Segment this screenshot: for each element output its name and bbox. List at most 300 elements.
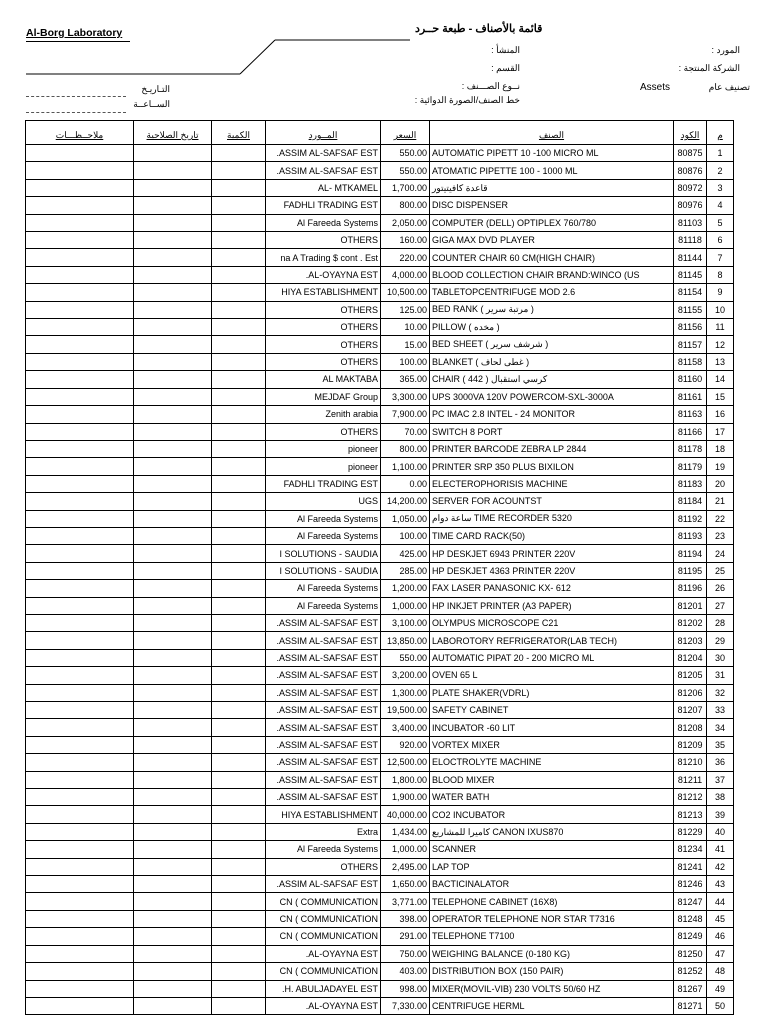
price-cell: 125.00 [381, 301, 430, 318]
item-cell: TELEPHONE CABINET (16X8) [430, 893, 674, 910]
supplier-cell: Extra [266, 823, 381, 840]
row-number-cell: 30 [707, 649, 734, 666]
notes-cell [26, 963, 134, 980]
code-cell: 81204 [674, 649, 707, 666]
qty-cell [212, 649, 266, 666]
row-number-cell: 33 [707, 702, 734, 719]
expiry-cell [134, 702, 212, 719]
row-number-cell: 6 [707, 232, 734, 249]
code-cell: 81160 [674, 371, 707, 388]
row-number-cell: 11 [707, 319, 734, 336]
code-cell: 81163 [674, 406, 707, 423]
supplier-cell: na A Trading $ cont . Est [266, 249, 381, 266]
item-cell: SWITCH 8 PORT [430, 423, 674, 440]
item-cell: ELECTEROPHORISIS MACHINE [430, 475, 674, 492]
notes-cell [26, 179, 134, 196]
qty-cell [212, 910, 266, 927]
notes-cell [26, 876, 134, 893]
row-number-cell: 1 [707, 145, 734, 162]
supplier-cell: Al Fareeda Systems [266, 527, 381, 544]
item-cell: UPS 3000VA 120V POWERCOM-SXL-3000A [430, 388, 674, 405]
supplier-cell: CN ( COMMUNICATION [266, 963, 381, 980]
expiry-cell [134, 458, 212, 475]
supplier-cell: OTHERS [266, 232, 381, 249]
qty-cell [212, 562, 266, 579]
code-cell: 81194 [674, 545, 707, 562]
item-cell: CHAIR ( 442 ) كرسي استقبال [430, 371, 674, 388]
qty-cell [212, 545, 266, 562]
table-row [26, 458, 734, 475]
item-cell: ATOMATIC PIPETTE 100 - 1000 ML [430, 162, 674, 179]
code-cell: 81161 [674, 388, 707, 405]
expiry-cell [134, 789, 212, 806]
expiry-cell [134, 301, 212, 318]
supplier-cell: MEJDAF Group [266, 388, 381, 405]
row-number-cell: 27 [707, 597, 734, 614]
price-cell: 13,850.00 [381, 632, 430, 649]
item-cell: WATER BATH [430, 789, 674, 806]
row-number-cell: 22 [707, 510, 734, 527]
row-number-cell: 14 [707, 371, 734, 388]
code-cell: 81213 [674, 806, 707, 823]
code-cell: 81179 [674, 458, 707, 475]
notes-cell [26, 771, 134, 788]
notes-cell [26, 197, 134, 214]
table-row [26, 197, 734, 214]
supplier-cell: ASSIM AL-SAFSAF EST. [266, 771, 381, 788]
row-number-cell: 38 [707, 789, 734, 806]
supplier-cell: AL-OYAYNA EST. [266, 997, 381, 1014]
notes-cell [26, 632, 134, 649]
qty-cell [212, 179, 266, 196]
price-cell: 0.00 [381, 475, 430, 492]
lab-name: Al-Borg Laboratory [26, 27, 123, 39]
qty-cell [212, 963, 266, 980]
table-row [26, 736, 734, 753]
row-number-cell: 32 [707, 684, 734, 701]
price-cell: 403.00 [381, 963, 430, 980]
notes-cell [26, 475, 134, 492]
item-cell: INCUBATOR -60 LIT [430, 719, 674, 736]
price-cell: 750.00 [381, 945, 430, 962]
row-number-cell: 40 [707, 823, 734, 840]
price-cell: 3,300.00 [381, 388, 430, 405]
code-cell: 81158 [674, 353, 707, 370]
item-cell: TABLETOPCENTRIFUGE MOD 2.6 [430, 284, 674, 301]
code-cell: 81184 [674, 493, 707, 510]
item-cell: HP DESKJET 4363 PRINTER 220V [430, 562, 674, 579]
code-cell: 81234 [674, 841, 707, 858]
supplier-cell: OTHERS [266, 858, 381, 875]
row-number-cell: 7 [707, 249, 734, 266]
row-number-cell: 3 [707, 179, 734, 196]
expiry-cell [134, 527, 212, 544]
supplier-cell: CN ( COMMUNICATION [266, 928, 381, 945]
expiry-cell [134, 232, 212, 249]
row-number-cell: 18 [707, 440, 734, 457]
price-cell: 220.00 [381, 249, 430, 266]
qty-cell [212, 997, 266, 1014]
code-cell: 80972 [674, 179, 707, 196]
qty-cell [212, 771, 266, 788]
qty-cell [212, 945, 266, 962]
table-row [26, 841, 734, 858]
qty-cell [212, 667, 266, 684]
supplier-cell: ASSIM AL-SAFSAF EST. [266, 162, 381, 179]
notes-cell [26, 754, 134, 771]
supplier-cell: OTHERS [266, 336, 381, 353]
expiry-cell [134, 736, 212, 753]
date-label: التـاريـخ [141, 84, 170, 94]
table-row [26, 614, 734, 631]
item-cell: SERVER FOR ACOUNTST [430, 493, 674, 510]
col-item-header: الصنف [430, 121, 674, 145]
table-row [26, 353, 734, 370]
notes-cell [26, 789, 134, 806]
expiry-cell [134, 266, 212, 283]
expiry-cell [134, 197, 212, 214]
expiry-cell [134, 440, 212, 457]
code-cell: 81178 [674, 440, 707, 457]
supplier-cell: ASSIM AL-SAFSAF EST. [266, 702, 381, 719]
price-cell: 1,100.00 [381, 458, 430, 475]
table-row [26, 562, 734, 579]
expiry-cell [134, 632, 212, 649]
expiry-cell [134, 719, 212, 736]
qty-cell [212, 928, 266, 945]
price-cell: 1,900.00 [381, 789, 430, 806]
row-number-cell: 21 [707, 493, 734, 510]
item-type-label: نــوع الصـــنف : [461, 81, 520, 91]
expiry-cell [134, 614, 212, 631]
item-cell: BLANKET ( غطى لحاف ) [430, 353, 674, 370]
code-cell: 81209 [674, 736, 707, 753]
price-cell: 19,500.00 [381, 702, 430, 719]
notes-cell [26, 336, 134, 353]
price-cell: 800.00 [381, 197, 430, 214]
code-cell: 81157 [674, 336, 707, 353]
expiry-cell [134, 667, 212, 684]
qty-cell [212, 684, 266, 701]
notes-cell [26, 214, 134, 231]
item-cell: DISC DISPENSER [430, 197, 674, 214]
code-cell: 81210 [674, 754, 707, 771]
notes-cell [26, 406, 134, 423]
qty-cell [212, 232, 266, 249]
item-cell: SAFETY CABINET [430, 702, 674, 719]
expiry-cell [134, 684, 212, 701]
supplier-cell: ASSIM AL-SAFSAF EST. [266, 876, 381, 893]
expiry-cell [134, 145, 212, 162]
code-cell: 81155 [674, 301, 707, 318]
row-number-cell: 8 [707, 266, 734, 283]
expiry-cell [134, 493, 212, 510]
expiry-cell [134, 997, 212, 1014]
notes-cell [26, 667, 134, 684]
table-row [26, 632, 734, 649]
item-line-label: خط الصنف/الصورة الدوائية : [414, 95, 520, 105]
code-cell: 81195 [674, 562, 707, 579]
notes-cell [26, 649, 134, 666]
qty-cell [212, 406, 266, 423]
time-label: الســاعــة [133, 99, 170, 109]
item-cell: DISTRIBUTION BOX (150 PAIR) [430, 963, 674, 980]
row-number-cell: 34 [707, 719, 734, 736]
supplier-cell: CN ( COMMUNICATION [266, 893, 381, 910]
item-cell: ELOCTROLYTE MACHINE [430, 754, 674, 771]
notes-cell [26, 858, 134, 875]
code-cell: 81271 [674, 997, 707, 1014]
table-row [26, 667, 734, 684]
row-number-cell: 36 [707, 754, 734, 771]
manufacturer-label: الشركة المنتجة : [678, 63, 740, 73]
table-row [26, 910, 734, 927]
price-cell: 3,200.00 [381, 667, 430, 684]
table-row [26, 406, 734, 423]
item-cell: LABOROTORY REFRIGERATOR(LAB TECH) [430, 632, 674, 649]
qty-cell [212, 876, 266, 893]
qty-cell [212, 284, 266, 301]
table-row [26, 980, 734, 997]
qty-cell [212, 301, 266, 318]
table-row [26, 475, 734, 492]
item-cell: PLATE SHAKER(VDRL) [430, 684, 674, 701]
price-cell: 1,434.00 [381, 823, 430, 840]
qty-cell [212, 858, 266, 875]
table-row [26, 232, 734, 249]
qty-cell [212, 841, 266, 858]
notes-cell [26, 928, 134, 945]
expiry-cell [134, 580, 212, 597]
table-row [26, 771, 734, 788]
price-cell: 12,500.00 [381, 754, 430, 771]
qty-cell [212, 614, 266, 631]
item-cell: PILLOW ( مخده ) [430, 319, 674, 336]
item-cell: OVEN 65 L [430, 667, 674, 684]
notes-cell [26, 823, 134, 840]
table-row [26, 963, 734, 980]
qty-cell [212, 980, 266, 997]
qty-cell [212, 145, 266, 162]
item-cell: BED SHEET ( شرشف سرير ) [430, 336, 674, 353]
row-number-cell: 10 [707, 301, 734, 318]
expiry-cell [134, 562, 212, 579]
col-notes-header: ملاحــظـــات [26, 121, 134, 145]
notes-cell [26, 910, 134, 927]
notes-cell [26, 719, 134, 736]
supplier-cell: UGS [266, 493, 381, 510]
table-row [26, 719, 734, 736]
notes-cell [26, 597, 134, 614]
price-cell: 2,050.00 [381, 214, 430, 231]
qty-cell [212, 719, 266, 736]
table-row [26, 806, 734, 823]
supplier-cell: I SOLUTIONS - SAUDIA [266, 545, 381, 562]
notes-cell [26, 562, 134, 579]
expiry-cell [134, 336, 212, 353]
table-row [26, 527, 734, 544]
notes-cell [26, 580, 134, 597]
row-number-cell: 45 [707, 910, 734, 927]
supplier-cell: Al Fareeda Systems [266, 510, 381, 527]
item-cell: PRINTER SRP 350 PLUS BIXILON [430, 458, 674, 475]
notes-cell [26, 736, 134, 753]
origin-label: المنشأ : [491, 45, 520, 55]
row-number-cell: 15 [707, 388, 734, 405]
qty-cell [212, 580, 266, 597]
notes-cell [26, 232, 134, 249]
supplier-cell: ASSIM AL-SAFSAF EST. [266, 632, 381, 649]
time-line [26, 112, 126, 113]
item-cell: HP INKJET PRINTER (A3 PAPER) [430, 597, 674, 614]
notes-cell [26, 684, 134, 701]
supplier-cell: ASSIM AL-SAFSAF EST. [266, 614, 381, 631]
qty-cell [212, 423, 266, 440]
price-cell: 3,771.00 [381, 893, 430, 910]
price-cell: 398.00 [381, 910, 430, 927]
row-number-cell: 2 [707, 162, 734, 179]
price-cell: 4,000.00 [381, 266, 430, 283]
supplier-cell: AL-OYAYNA EST. [266, 945, 381, 962]
expiry-cell [134, 162, 212, 179]
table-row [26, 493, 734, 510]
expiry-cell [134, 910, 212, 927]
price-cell: 7,900.00 [381, 406, 430, 423]
supplier-cell: ASSIM AL-SAFSAF EST. [266, 684, 381, 701]
code-cell: 81248 [674, 910, 707, 927]
price-cell: 160.00 [381, 232, 430, 249]
qty-cell [212, 702, 266, 719]
item-cell: CO2 INCUBATOR [430, 806, 674, 823]
price-cell: 1,050.00 [381, 510, 430, 527]
row-number-cell: 39 [707, 806, 734, 823]
price-cell: 920.00 [381, 736, 430, 753]
notes-cell [26, 440, 134, 457]
item-cell: OPERATOR TELEPHONE NOR STAR T7316 [430, 910, 674, 927]
col-price-header: السعر [381, 121, 430, 145]
table-row [26, 945, 734, 962]
item-cell: TELEPHONE T7100 [430, 928, 674, 945]
price-cell: 365.00 [381, 371, 430, 388]
expiry-cell [134, 945, 212, 962]
qty-cell [212, 754, 266, 771]
code-cell: 81193 [674, 527, 707, 544]
qty-cell [212, 789, 266, 806]
notes-cell [26, 371, 134, 388]
expiry-cell [134, 214, 212, 231]
table-row [26, 336, 734, 353]
qty-cell [212, 319, 266, 336]
table-row [26, 440, 734, 457]
supplier-cell: CN ( COMMUNICATION [266, 910, 381, 927]
code-cell: 81201 [674, 597, 707, 614]
table-row [26, 284, 734, 301]
classification-label: تصنيف عام [708, 82, 750, 92]
expiry-cell [134, 771, 212, 788]
row-number-cell: 16 [707, 406, 734, 423]
supplier-cell: OTHERS [266, 423, 381, 440]
code-cell: 81183 [674, 475, 707, 492]
row-number-cell: 17 [707, 423, 734, 440]
table-row [26, 510, 734, 527]
qty-cell [212, 632, 266, 649]
row-number-cell: 35 [707, 736, 734, 753]
notes-cell [26, 353, 134, 370]
notes-cell [26, 388, 134, 405]
code-cell: 80875 [674, 145, 707, 162]
table-row [26, 371, 734, 388]
col-qty-header: الكمية [212, 121, 266, 145]
price-cell: 800.00 [381, 440, 430, 457]
row-number-cell: 49 [707, 980, 734, 997]
supplier-cell: AL-OYAYNA EST. [266, 266, 381, 283]
row-number-cell: 43 [707, 876, 734, 893]
expiry-cell [134, 876, 212, 893]
table-row [26, 249, 734, 266]
item-cell: كاميرا للمشاريع CANON IXUS870 [430, 823, 674, 840]
row-number-cell: 12 [707, 336, 734, 353]
qty-cell [212, 162, 266, 179]
supplier-cell: ASSIM AL-SAFSAF EST. [266, 789, 381, 806]
supplier-cell: OTHERS [266, 301, 381, 318]
supplier-cell: ASSIM AL-SAFSAF EST. [266, 754, 381, 771]
notes-cell [26, 145, 134, 162]
table-row [26, 754, 734, 771]
row-number-cell: 42 [707, 858, 734, 875]
price-cell: 1,200.00 [381, 580, 430, 597]
price-cell: 3,100.00 [381, 614, 430, 631]
item-cell: COMPUTER (DELL) OPTIPLEX 760/780 [430, 214, 674, 231]
notes-cell [26, 527, 134, 544]
row-number-cell: 5 [707, 214, 734, 231]
expiry-cell [134, 423, 212, 440]
notes-cell [26, 284, 134, 301]
table-row [26, 266, 734, 283]
code-cell: 81249 [674, 928, 707, 945]
table-row [26, 179, 734, 196]
item-cell: SCANNER [430, 841, 674, 858]
expiry-cell [134, 406, 212, 423]
row-number-cell: 26 [707, 580, 734, 597]
supplier-cell: pioneer [266, 458, 381, 475]
table-row [26, 214, 734, 231]
expiry-cell [134, 963, 212, 980]
supplier-cell: ASSIM AL-SAFSAF EST. [266, 719, 381, 736]
price-cell: 14,200.00 [381, 493, 430, 510]
price-cell: 100.00 [381, 353, 430, 370]
notes-cell [26, 980, 134, 997]
price-cell: 1,650.00 [381, 876, 430, 893]
table-row [26, 928, 734, 945]
notes-cell [26, 423, 134, 440]
notes-cell [26, 614, 134, 631]
price-cell: 285.00 [381, 562, 430, 579]
row-number-cell: 48 [707, 963, 734, 980]
supplier-cell: Zenith arabia [266, 406, 381, 423]
qty-cell [212, 214, 266, 231]
item-cell: MIXER(MOVIL-VIB) 230 VOLTS 50/60 HZ [430, 980, 674, 997]
item-cell: WEIGHING BALANCE (0-180 KG) [430, 945, 674, 962]
qty-cell [212, 806, 266, 823]
expiry-cell [134, 371, 212, 388]
code-cell: 81145 [674, 266, 707, 283]
price-cell: 1,300.00 [381, 684, 430, 701]
supplier-cell: AL- MTKAMEL [266, 179, 381, 196]
notes-cell [26, 841, 134, 858]
table-row [26, 789, 734, 806]
supplier-cell: H. ABULJADAYEL EST. [266, 980, 381, 997]
price-cell: 2,495.00 [381, 858, 430, 875]
